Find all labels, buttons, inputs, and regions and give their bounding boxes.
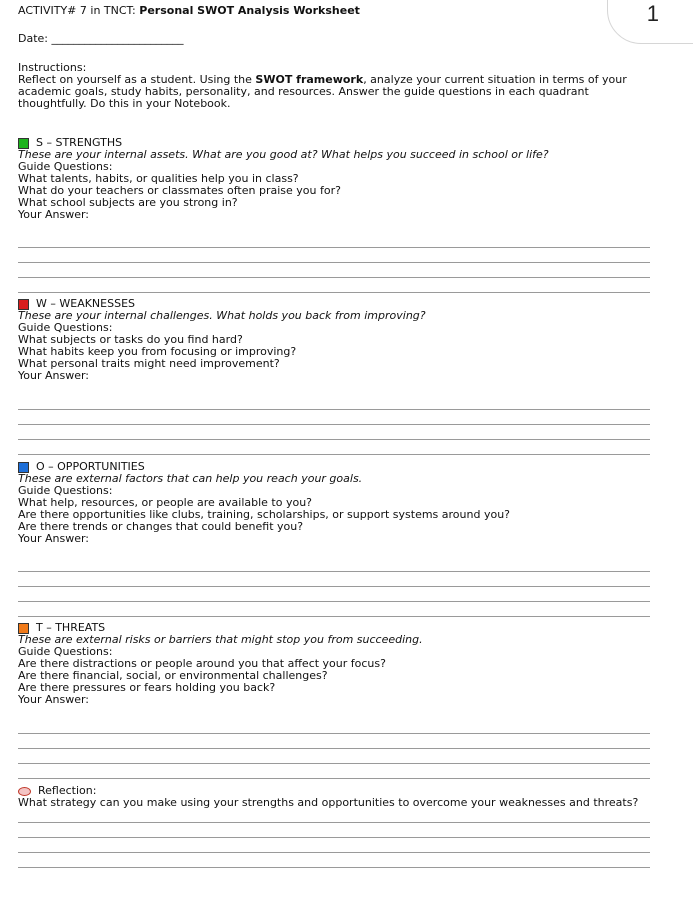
answer-label: Your Answer: (18, 208, 90, 221)
answer-label: Your Answer: (18, 693, 90, 706)
answer-line (18, 837, 650, 838)
section-heading: T – THREATS (36, 621, 106, 634)
section-strengths (18, 137, 549, 221)
orange-square-icon (18, 623, 29, 634)
answer-line (18, 586, 650, 587)
title-text: Personal SWOT Analysis Worksheet (139, 4, 360, 17)
answer-line (18, 571, 650, 572)
guide-question: What help, resources, or people are available to you? (18, 496, 313, 509)
date-field: Date: ________________________ (18, 32, 184, 45)
guide-question: What do your teachers or classmates often praise you for? (18, 184, 341, 197)
reflection-label: Reflection: (38, 784, 97, 797)
section-reflection (18, 785, 638, 809)
answer-line (18, 439, 650, 440)
guide-question: Are there pressures or fears holding you back? (18, 681, 276, 694)
answer-label: Your Answer: (18, 369, 90, 382)
guide-label: Guide Questions: (18, 484, 113, 497)
answer-line (18, 763, 650, 764)
activity-prefix: ACTIVITY# 7 in TNCT: (18, 4, 140, 17)
red-square-icon (18, 299, 29, 310)
section-heading: W – WEAKNESSES (36, 297, 136, 310)
guide-question: Are there distractions or people around you that affect your focus? (18, 657, 386, 670)
section-subtitle: These are external risks or barriers that might stop you from succeeding. (18, 633, 423, 646)
answer-line (18, 409, 650, 410)
instructions-bold: SWOT framework (255, 73, 364, 86)
answer-line (18, 292, 650, 293)
answer-line (18, 601, 650, 602)
guide-label: Guide Questions: (18, 645, 113, 658)
answer-line (18, 247, 650, 248)
answer-line (18, 778, 650, 779)
answer-lines (18, 733, 650, 793)
blue-square-icon (18, 462, 29, 473)
answer-line (18, 748, 650, 749)
guide-question: What personal traits might need improvement? (18, 357, 280, 370)
guide-question: What habits keep you from focusing or improving? (18, 345, 297, 358)
section-opportunities (18, 461, 510, 545)
section-heading: O – OPPORTUNITIES (36, 460, 145, 473)
section-subtitle: These are your internal challenges. What holds you back from improving? (18, 309, 426, 322)
guide-question: What talents, habits, or qualities help you in class? (18, 172, 299, 185)
answer-lines (18, 822, 650, 882)
guide-question: What subjects or tasks do you find hard? (18, 333, 243, 346)
instructions-part: , analyze your current situation in terms of your academic goals, study habits, personality, and resources. Answer the guide questions in each quadrant thoughtfully. Do this in your Notebook. (18, 73, 627, 110)
answer-line (18, 733, 650, 734)
section-threats (18, 622, 423, 706)
green-square-icon (18, 138, 29, 149)
guide-question: Are there financial, social, or environmental challenges? (18, 669, 328, 682)
section-weaknesses (18, 298, 426, 382)
section-heading: S – STRENGTHS (36, 136, 123, 149)
instructions-label: Instructions: (18, 61, 87, 74)
answer-line (18, 277, 650, 278)
instructions-text (18, 74, 658, 110)
guide-label: Guide Questions: (18, 321, 113, 334)
answer-line (18, 867, 650, 868)
answer-line (18, 616, 650, 617)
page-number: 1 (646, 1, 659, 26)
answer-line (18, 852, 650, 853)
reflection-icon (18, 787, 31, 796)
section-subtitle: These are your internal assets. What are you good at? What helps you succeed in school or life? (18, 148, 549, 161)
guide-question: Are there trends or changes that could benefit you? (18, 520, 304, 533)
answer-line (18, 454, 650, 455)
worksheet-title (18, 5, 360, 17)
section-subtitle: These are external factors that can help you reach your goals. (18, 472, 363, 485)
answer-line (18, 262, 650, 263)
guide-question: Are there opportunities like clubs, training, scholarships, or support systems around you? (18, 508, 510, 521)
guide-label: Guide Questions: (18, 160, 113, 173)
answer-line (18, 822, 650, 823)
guide-question: What school subjects are you strong in? (18, 196, 238, 209)
instructions-part: Reflect on yourself as a student. Using the (18, 73, 256, 86)
answer-label: Your Answer: (18, 532, 90, 545)
answer-line (18, 424, 650, 425)
reflection-question: What strategy can you make using your strengths and opportunities to overcome your weaknesses and threats? (18, 796, 639, 809)
